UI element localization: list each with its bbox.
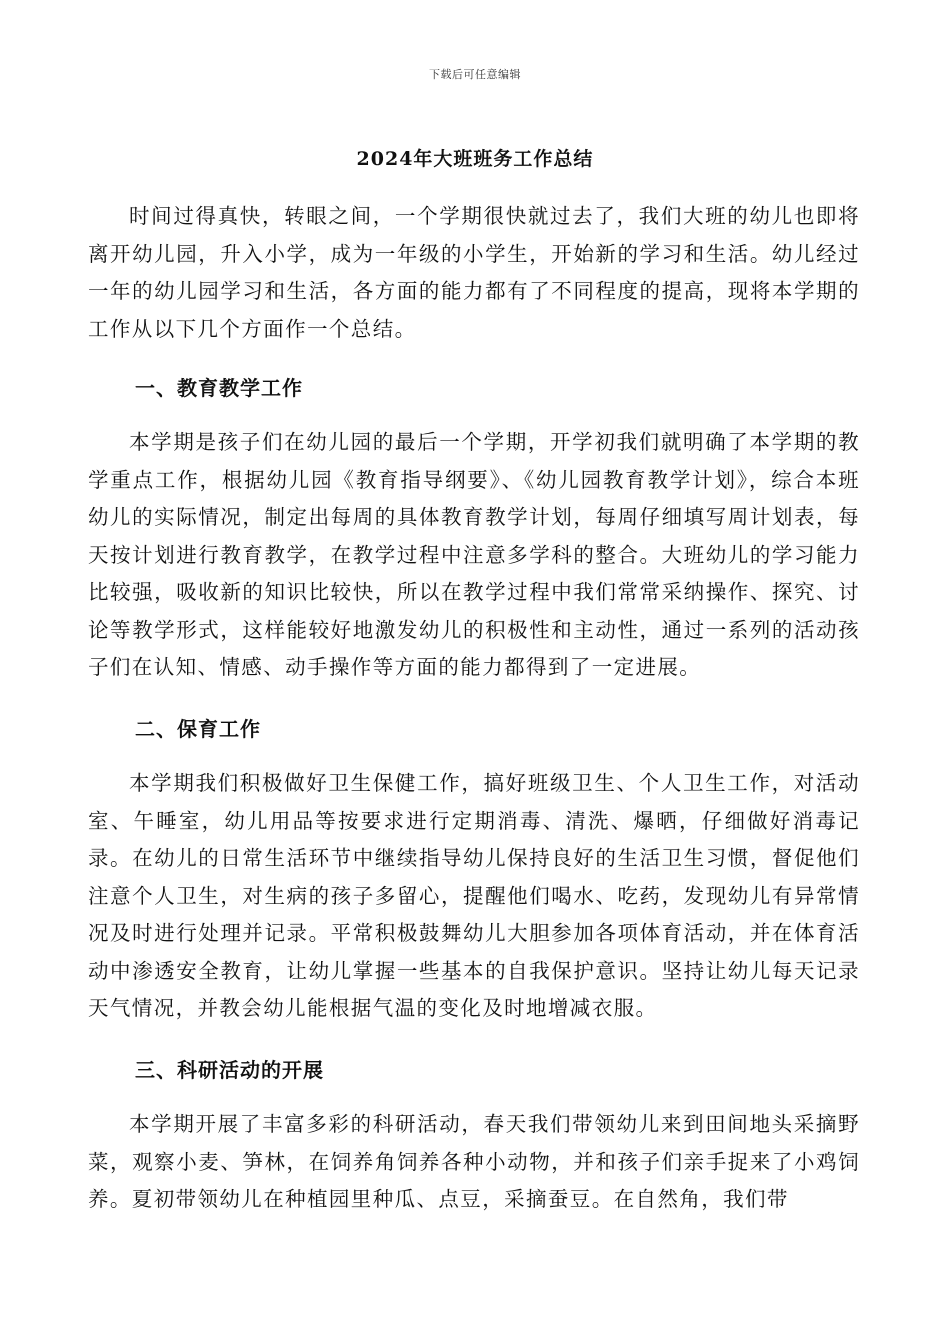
section-paragraph-care: 本学期我们积极做好卫生保健工作，搞好班级卫生、个人卫生工作，对活动室、午睡室，幼儿用品等按要求进行定期消毒、清洗、爆晒，仔细做好消毒记录。在幼儿的日常生活环节中继续指导幼儿保持良好的生活卫生习惯，督促他们注意个人卫生，对生病的孩子多留心，提醒他们喝水、吃药，发现幼儿有异常情况及时进行处理并记录。平常积极鼓舞幼儿大胆参加各项体育活动，并在体育活动中渗透安全教育，让幼儿掌握一些基本的自我保护意识。坚持让幼儿每天记录天气情况，并教会幼儿能根据气温的变化及时地增减衣服。 (88, 771, 860, 1020)
section-heading-teaching: 一、教育教学工作 (135, 376, 303, 400)
header-note: 下载后可任意编辑 (429, 68, 521, 81)
section-heading-research: 三、科研活动的开展 (135, 1058, 324, 1082)
document-title: 2024年大班班务工作总结 (356, 148, 594, 170)
section-paragraph-research: 本学期开展了丰富多彩的科研活动，春天我们带领幼儿来到田间地头采摘野菜，观察小麦、笋林，在饲养角饲养各种小动物，并和孩子们亲手捉来了小鸡饲养。夏初带领幼儿在种植园里种瓜、点豆，采摘蚕豆。在自然角，我们带 (88, 1112, 860, 1211)
section-paragraph-teaching: 本学期是孩子们在幼儿园的最后一个学期，开学初我们就明确了本学期的教学重点工作，根据幼儿园《教育指导纲要》、《幼儿园教育教学计划》，综合本班幼儿的实际情况，制定出每周的具体教育教学计划，每周仔细填写周计划表，每天按计划进行教育教学，在教学过程中注意多学科的整合。大班幼儿的学习能力比较强，吸收新的知识比较快，所以在教学过程中我们常常采纳操作、探究、讨论等教学形式，这样能较好地激发幼儿的积极性和主动性，通过一系列的活动孩子们在认知、情感、动手操作等方面的能力都得到了一定进展。 (88, 430, 860, 679)
intro-paragraph: 时间过得真快，转眼之间，一个学期很快就过去了，我们大班的幼儿也即将离开幼儿园，升入小学，成为一年级的小学生，开始新的学习和生活。幼儿经过一年的幼儿园学习和生活，各方面的能力都有了不同程度的提高，现将本学期的工作从以下几个方面作一个总结。 (88, 204, 860, 341)
section-heading-care: 二、保育工作 (135, 717, 261, 741)
